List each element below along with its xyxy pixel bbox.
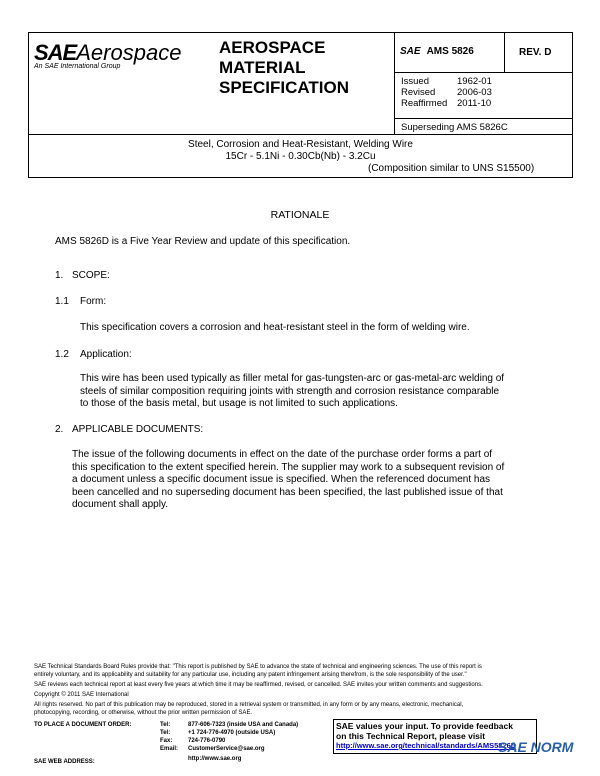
divider [394,72,573,73]
section-number: 1. [55,270,64,281]
feedback-text: SAE values your input. To provide feedback on this Technical Report, please visit [336,721,513,741]
watermark-logo: SAE NORM [498,739,574,755]
section-title: Form: [80,296,107,307]
superseding-note: Superseding AMS 5826C [401,122,508,133]
section-number: 2. [55,424,64,435]
paragraph: This wire has been used typically as filler metal for gas-tungsten-arc or gas-metal-arc welding of steels of similar composition requiring joints with strength and corrosion resistance comparable to those of the basis metal, but usage is not limited to such applications. [80,373,505,409]
feedback-link[interactable]: http://www.sae.org/technical/standards/AMS5826D [336,741,517,750]
logo-subtitle: An SAE International Group [34,63,121,70]
section-title: Application: [80,349,132,360]
web-address-link[interactable]: http://www.sae.org [188,756,242,762]
revision-label: REV. D [519,47,552,58]
section-title: SCOPE: [72,270,110,281]
section-title: APPLICABLE DOCUMENTS: [72,424,204,435]
divider [394,118,573,119]
rationale-heading: RATIONALE [270,209,330,221]
ams-number: SAE AMS 5826 [400,46,474,57]
paragraph: This specification covers a corrosion and heat-resistant steel in the form of welding wire. [80,322,470,333]
contact-block: Tel: 877-606-7323 (inside USA and Canada) Tel: +1 724-776-4970 (outside USA) Fax: 724-776-0790 Email: CustomerService@sae.org [160,722,299,752]
date-block: Issued 1962-01 Revised 2006-03 Reaffirmed 2011-10 [401,76,492,109]
subject-line-2: 15Cr - 5.1Ni - 0.30Cb(Nb) - 3.2Cu [225,151,376,162]
divider [504,32,505,72]
rationale-text: AMS 5826D is a Five Year Review and update of this specification. [55,236,351,247]
document-type-title: AEROSPACE MATERIAL SPECIFICATION [219,38,350,97]
section-number: 1.1 [55,296,69,307]
subject-line-3: (Composition similar to UNS S15500) [368,163,535,174]
divider [394,32,395,135]
footer-notice: SAE Technical Standards Board Rules provide that: "This report is published by SAE to advance the state of technical and engineering sciences. The use of this report is entirely voluntary, and its applicability and suitability for any particular use, including any patent infringement arising therefrom, is the sole responsibility of the user." SAE reviews each technical report at least every five years at which time it may be reaffirmed, revised, or cancelled. SAE invites your written comments and suggestions. Copyright © 2011 SAE International All rights reserved. No part of this publication may be reproduced, stored in a retrieval system or transmitted, in any form or by any means, electronic, mechanical, photocopying, recording, or otherwise, without the prior written permission of SAE. [34,664,483,716]
sae-aerospace-logo: SAEAerospace [34,40,182,65]
web-label: SAE WEB ADDRESS: [34,759,95,765]
paragraph: The issue of the following documents in effect on the date of the purchase order forms a part of this specification to the extent specified herein. The supplier may work to a subsequent revision of a document unless a specific document issue is specified. When the referenced document has been cancelled and no superseding document has been specified, the last published issue of that document shall apply. [72,449,505,510]
subject-line-1: Steel, Corrosion and Heat-Resistant, Welding Wire [188,139,413,150]
section-number: 1.2 [55,349,69,360]
order-label: TO PLACE A DOCUMENT ORDER: [34,722,132,728]
